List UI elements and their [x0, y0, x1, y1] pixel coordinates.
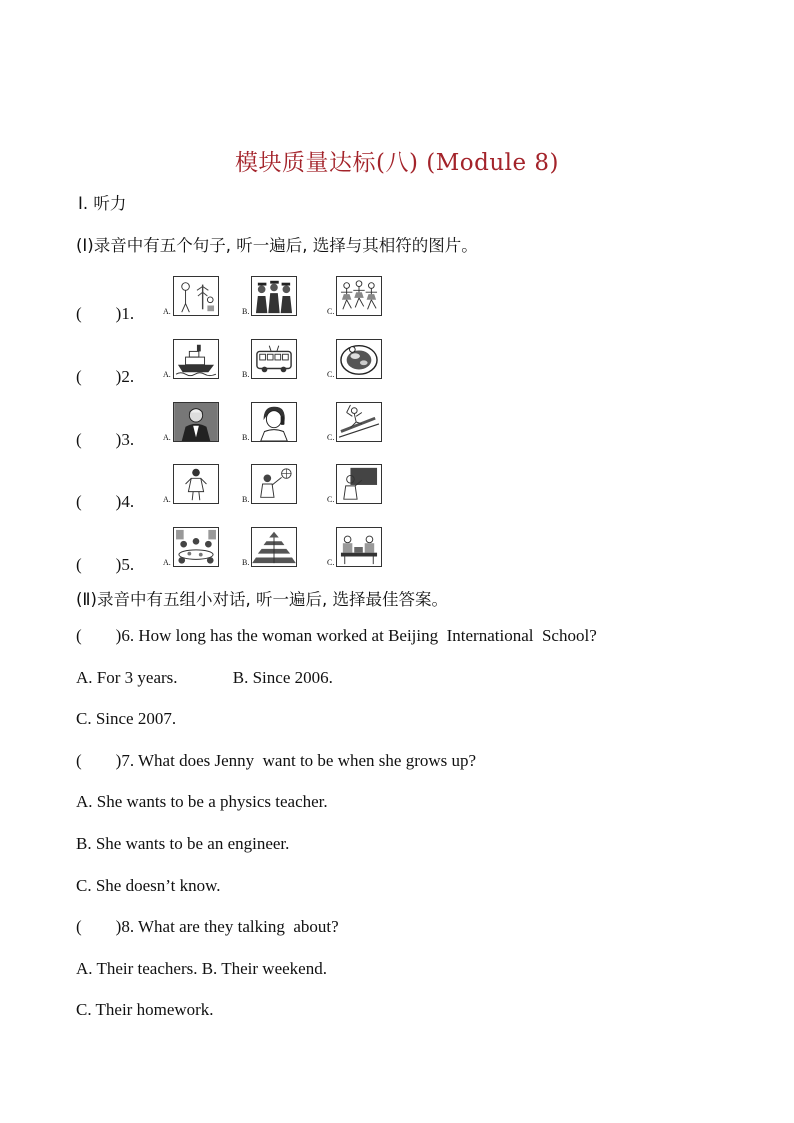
option-letter: A. [163, 307, 171, 316]
bus-icon [251, 339, 297, 379]
question-6: ( )6. How long has the woman worked at Beijing International School? [76, 626, 597, 645]
family-dinner-icon [173, 527, 219, 567]
option-letter: B. [242, 495, 250, 504]
option-line: C. Since 2007. [76, 709, 177, 728]
part2-instruction: (Ⅱ)录音中有五组小对话, 听一遍后, 选择最佳答案。 [76, 590, 448, 609]
option-a[interactable] [163, 464, 219, 504]
option-letter: C. [327, 307, 335, 316]
option-letter: A. [163, 495, 171, 504]
option-letter: A. [163, 558, 171, 567]
graduates-in-caps-icon [251, 276, 297, 316]
page-title: 模块质量达标(八) (Module 8) [234, 150, 560, 176]
option-b[interactable] [242, 276, 297, 316]
option-line: C. She doesn’t know. [76, 876, 221, 895]
option-b[interactable] [242, 339, 297, 379]
option-letter: C. [327, 370, 335, 379]
option-line: A. She wants to be a physics teacher. [76, 792, 328, 811]
option-letter: C. [327, 433, 335, 442]
section-heading: Ⅰ. 听力 [78, 194, 127, 213]
option-letter: A. [163, 433, 171, 442]
teacher-at-blackboard-icon [336, 464, 382, 504]
woman-on-phone-icon [251, 402, 297, 442]
option-letter: B. [242, 433, 250, 442]
question-row [76, 339, 406, 385]
food-plate-icon [336, 339, 382, 379]
option-a[interactable] [163, 402, 219, 442]
option-c[interactable] [327, 339, 382, 379]
question-row [76, 276, 406, 322]
option-c[interactable] [327, 464, 382, 504]
question-label: ( )2. [76, 367, 135, 386]
option-a[interactable] [163, 527, 219, 567]
option-a[interactable] [163, 276, 219, 316]
question-row [76, 402, 406, 448]
part1-instruction: (Ⅰ)录音中有五个句子, 听一遍后, 选择与其相符的图片。 [76, 236, 478, 255]
option-letter: C. [327, 495, 335, 504]
girl-standing-icon [173, 464, 219, 504]
option-letter: A. [163, 370, 171, 379]
option-a[interactable] [163, 339, 219, 379]
option-b[interactable] [242, 527, 297, 567]
option-b[interactable] [242, 464, 297, 504]
question-row [76, 464, 406, 510]
children-dancing-icon [336, 276, 382, 316]
option-line: A. For 3 years. B. Since 2006. [76, 668, 333, 687]
person-skiing-icon [336, 402, 382, 442]
question-7: ( )7. What does Jenny want to be when she grows up? [76, 751, 477, 770]
option-letter: C. [327, 558, 335, 567]
question-label: ( )5. [76, 555, 135, 574]
option-line: B. She wants to be an engineer. [76, 834, 290, 853]
girl-with-ball-icon [251, 464, 297, 504]
old-man-in-suit-icon [173, 402, 219, 442]
option-b[interactable] [242, 402, 297, 442]
option-c[interactable] [327, 402, 382, 442]
option-c[interactable] [327, 276, 382, 316]
option-line: A. Their teachers. B. Their weekend. [76, 959, 327, 978]
option-line: C. Their homework. [76, 1000, 214, 1019]
option-letter: B. [242, 307, 250, 316]
question-label: ( )4. [76, 492, 135, 511]
question-row [76, 527, 406, 573]
option-c[interactable] [327, 527, 382, 567]
question-label: ( )3. [76, 430, 135, 449]
ship-icon [173, 339, 219, 379]
people-planting-tree-icon [173, 276, 219, 316]
question-label: ( )1. [76, 304, 135, 323]
option-letter: B. [242, 370, 250, 379]
people-at-table-icon [336, 527, 382, 567]
option-letter: B. [242, 558, 250, 567]
pagoda-buildings-icon [251, 527, 297, 567]
question-8: ( )8. What are they talking about? [76, 917, 339, 936]
